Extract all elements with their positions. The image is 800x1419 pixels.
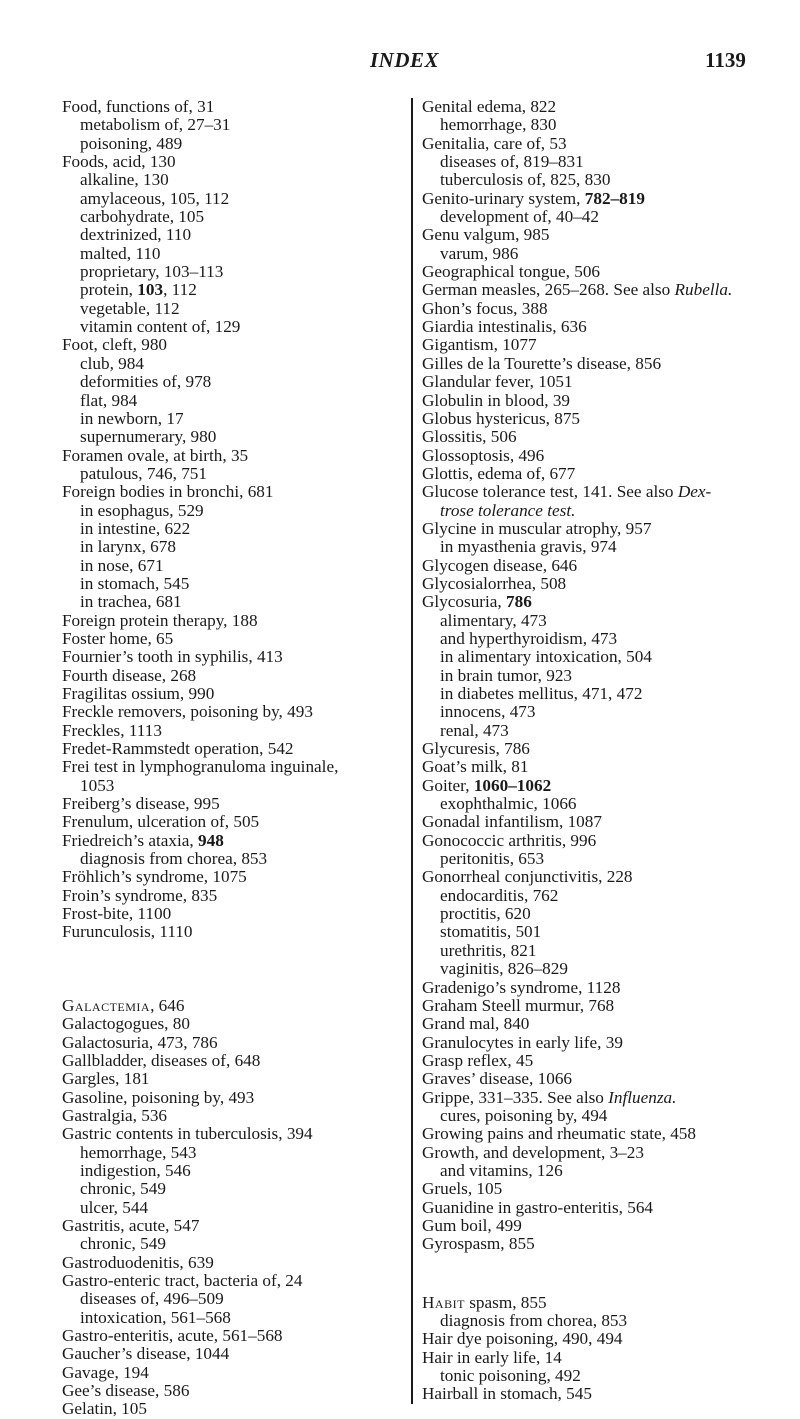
index-subentry	[62, 410, 407, 428]
index-subentry	[62, 850, 407, 868]
entry-text: Gilles de la Tourette’s disease, 856	[422, 353, 662, 373]
index-subentry	[422, 685, 777, 703]
index-subentry	[62, 392, 407, 410]
index-subentry	[422, 722, 777, 740]
index-subentry	[62, 281, 407, 299]
index-subentry	[62, 190, 407, 208]
entry-text: Freckle removers, poisoning by, 493	[62, 702, 313, 722]
entry-text: Grippe, 331–335. See also	[422, 1087, 609, 1107]
entry-text: diagnosis from chorea, 853	[80, 849, 268, 869]
index-entry	[62, 997, 407, 1015]
entry-text: Gaucher’s disease, 1044	[62, 1344, 230, 1364]
entry-text: peritonitis, 653	[440, 849, 545, 869]
cross-reference: trose tolerance test.	[440, 500, 576, 520]
entry-text: Gelatin, 105	[62, 1399, 147, 1419]
entry-text: ulcer, 544	[80, 1197, 149, 1217]
entry-text: intoxication, 561–568	[80, 1307, 231, 1327]
entry-text: German measles, 265–268. See also	[422, 280, 675, 300]
entry-text: Foreign bodies in bronchi, 681	[62, 482, 274, 502]
entry-text: Goat’s milk, 81	[422, 757, 529, 777]
index-entry	[422, 1144, 777, 1162]
index-entry	[422, 813, 777, 831]
entry-text: endocarditis, 762	[440, 885, 559, 905]
entry-text: in intestine, 622	[80, 518, 191, 538]
entry-text: Grand mal, 840	[422, 1014, 530, 1034]
index-subentry	[62, 593, 407, 611]
entry-text: and vitamins, 126	[440, 1160, 563, 1180]
bold-page-ref: 103	[137, 280, 164, 300]
entry-text: Foods, acid, 130	[62, 152, 176, 172]
index-subentry	[62, 1290, 407, 1308]
index-subentry	[62, 245, 407, 263]
entry-text: Grasp reflex, 45	[422, 1050, 534, 1070]
index-entry	[422, 1125, 777, 1143]
entry-text: Glandular fever, 1051	[422, 372, 573, 392]
entry-text: Fournier’s tooth in syphilis, 413	[62, 647, 283, 667]
entry-text: club, 984	[80, 353, 144, 373]
entry-text: vaginitis, 826–829	[440, 959, 568, 979]
index-entry	[422, 300, 777, 318]
entry-text: hemorrhage, 830	[440, 115, 557, 135]
index-entry	[422, 593, 777, 611]
entry-text: indigestion, 546	[80, 1160, 191, 1180]
entry-text: Galactogogues, 80	[62, 1014, 190, 1034]
index-entry	[62, 1272, 407, 1290]
index-entry	[62, 153, 407, 171]
index-subentry	[62, 373, 407, 391]
entry-text: 1053	[80, 775, 115, 795]
entry-text: exophthalmic, 1066	[440, 794, 577, 814]
index-entry	[62, 1382, 407, 1400]
entry-text: Frei test in lymphogranuloma inguinale,	[62, 757, 339, 777]
cross-reference: Rubella.	[674, 280, 733, 300]
index-entry	[422, 263, 777, 281]
index-subentry	[62, 1144, 407, 1162]
index-subentry	[422, 208, 777, 226]
index-entry	[62, 447, 407, 465]
index-entry	[422, 428, 777, 446]
index-entry	[62, 1125, 407, 1143]
entry-text: Glossitis, 506	[422, 427, 517, 447]
index-entry	[422, 447, 777, 465]
entry-text: Gonorrheal conjunctivitis, 228	[422, 867, 633, 887]
entry-text: Frost-bite, 1100	[62, 904, 172, 924]
index-subentry	[422, 153, 777, 171]
entry-text: Granulocytes in early life, 39	[422, 1032, 623, 1052]
entry-text: Gum boil, 499	[422, 1215, 522, 1235]
bold-page-ref: 948	[198, 830, 224, 850]
entry-text: diseases of, 496–509	[80, 1289, 224, 1309]
index-entry	[422, 832, 777, 850]
index-subentry	[62, 538, 407, 556]
index-entry	[62, 1254, 407, 1272]
section-break	[62, 942, 407, 997]
index-subentry	[62, 116, 407, 134]
entry-text: tonic poisoning, 492	[440, 1366, 581, 1386]
entry-text: Gavage, 194	[62, 1362, 149, 1382]
index-entry	[422, 281, 777, 299]
entry-text: hemorrhage, 543	[80, 1142, 197, 1162]
entry-text: Gyrospasm, 855	[422, 1234, 535, 1254]
index-subentry	[422, 612, 777, 630]
index-entry	[62, 483, 407, 501]
index-subentry	[422, 1162, 777, 1180]
entry-text: in esophagus, 529	[80, 500, 204, 520]
entry-text: Fredet-Rammstedt operation, 542	[62, 739, 294, 759]
index-subentry	[62, 1199, 407, 1217]
index-entry	[422, 557, 777, 575]
index-entry	[62, 722, 407, 740]
index-entry	[62, 685, 407, 703]
entry-text: in newborn, 17	[80, 408, 184, 428]
index-entry	[62, 1327, 407, 1345]
index-subentry	[62, 135, 407, 153]
index-entry	[422, 392, 777, 410]
entry-text: Glycosialorrhea, 508	[422, 573, 567, 593]
entry-text: Gargles, 181	[62, 1069, 150, 1089]
index-subentry	[62, 208, 407, 226]
entry-text: Globulin in blood, 39	[422, 390, 571, 410]
entry-text: patulous, 746, 751	[80, 463, 207, 483]
entry-text: dextrinized, 110	[80, 225, 192, 245]
index-entry	[62, 813, 407, 831]
entry-text: amylaceous, 105, 112	[80, 188, 230, 208]
index-entry	[62, 1217, 407, 1235]
entry-text: Giardia intestinalis, 636	[422, 317, 587, 337]
index-entry	[62, 795, 407, 813]
index-subentry	[62, 520, 407, 538]
index-entry	[62, 740, 407, 758]
index-subentry	[62, 226, 407, 244]
index-subentry	[422, 795, 777, 813]
index-entry	[62, 1400, 407, 1418]
entry-text: Gastro-enteritis, acute, 561–568	[62, 1326, 283, 1345]
entry-text: Gonadal infantilism, 1087	[422, 812, 602, 832]
index-subentry	[422, 116, 777, 134]
header-title: INDEX	[370, 48, 440, 72]
index-entry	[422, 758, 777, 776]
entry-text: in brain tumor, 923	[440, 665, 573, 685]
entry-text: Graves’ disease, 1066	[422, 1069, 573, 1089]
index-subentry	[62, 428, 407, 446]
entry-text: in nose, 671	[80, 555, 164, 575]
index-subentry	[62, 557, 407, 575]
index-entry	[422, 1235, 777, 1253]
index-entry	[422, 1199, 777, 1217]
entry-text: tuberculosis of, 825, 830	[440, 170, 611, 190]
index-entry	[422, 1015, 777, 1033]
entry-text: in larynx, 678	[80, 537, 176, 557]
index-entry	[422, 98, 777, 116]
entry-text: Genitalia, care of, 53	[422, 133, 567, 153]
index-subentry	[62, 1162, 407, 1180]
index-entry	[62, 1107, 407, 1125]
entry-text: Foreign protein therapy, 188	[62, 610, 258, 630]
entry-text: poisoning, 489	[80, 133, 183, 153]
index-subentry	[422, 703, 777, 721]
entry-text: Foster home, 65	[62, 628, 174, 648]
entry-text: Gastro-enteric tract, bacteria of, 24	[62, 1270, 303, 1290]
entry-text: Glycine in muscular atrophy, 957	[422, 518, 652, 538]
entry-text: Habit	[422, 1292, 465, 1312]
entry-text: diagnosis from chorea, 853	[440, 1311, 628, 1330]
index-entry	[62, 336, 407, 354]
entry-text: Glossoptosis, 496	[422, 445, 545, 465]
entry-text: in stomach, 545	[80, 573, 190, 593]
entry-text: proprietary, 103–113	[80, 262, 224, 282]
page-number: 1139	[705, 48, 746, 72]
entry-text: Glycosuria,	[422, 592, 507, 612]
entry-text: proctitis, 620	[440, 904, 531, 924]
index-entry	[62, 1034, 407, 1052]
index-column-right	[411, 98, 777, 1404]
index-entry	[62, 612, 407, 630]
index-entry	[62, 1089, 407, 1107]
entry-text: Gradenigo’s syndrome, 1128	[422, 977, 621, 997]
entry-text: Fröhlich’s syndrome, 1075	[62, 867, 247, 887]
index-entry	[62, 905, 407, 923]
entry-text: Gallbladder, diseases of, 648	[62, 1050, 261, 1070]
index-subentry	[422, 648, 777, 666]
index-subentry	[422, 1367, 777, 1385]
entry-text: in trachea, 681	[80, 592, 182, 612]
index-entry	[422, 520, 777, 538]
index-entry	[422, 226, 777, 244]
index-subentry	[422, 850, 777, 868]
entry-text: Hair in early life, 14	[422, 1347, 562, 1367]
entry-text: Foot, cleft, 980	[62, 335, 168, 355]
entry-text: Gastroduodenitis, 639	[62, 1252, 214, 1272]
index-entry	[422, 355, 777, 373]
entry-text: Friedreich’s ataxia,	[62, 830, 199, 850]
entry-text: Glottis, edema of, 677	[422, 463, 576, 483]
entry-text: Froin’s syndrome, 835	[62, 885, 218, 905]
index-entry	[422, 465, 777, 483]
entry-text: protein,	[80, 280, 138, 300]
entry-text: vitamin content of, 129	[80, 317, 241, 337]
index-entry	[422, 373, 777, 391]
index-subentry	[62, 502, 407, 520]
entry-text: Fourth disease, 268	[62, 665, 197, 685]
cross-reference: Dex-	[677, 482, 712, 502]
bold-page-ref: 786	[506, 592, 532, 612]
entry-text: alkaline, 130	[80, 170, 169, 190]
index-subentry	[422, 942, 777, 960]
entry-text: innocens, 473	[440, 702, 536, 722]
index-subentry	[422, 887, 777, 905]
index-entry	[422, 410, 777, 428]
entry-text: diseases of, 819–831	[440, 152, 584, 172]
entry-text: in myasthenia gravis, 974	[440, 537, 617, 557]
index-subentry	[62, 465, 407, 483]
index-entry	[62, 1070, 407, 1088]
entry-text: Fragilitas ossium, 990	[62, 684, 215, 703]
index-subentry	[422, 1312, 777, 1330]
index-entry	[422, 135, 777, 153]
index-subentry	[62, 1235, 407, 1253]
entry-text: Foramen ovale, at birth, 35	[62, 445, 249, 465]
entry-text: vegetable, 112	[80, 298, 180, 318]
entry-text: Frenulum, ulceration of, 505	[62, 812, 260, 832]
index-subentry	[422, 667, 777, 685]
index-entry	[422, 868, 777, 886]
entry-text: Gastric contents in tuberculosis, 394	[62, 1124, 313, 1144]
index-entry	[422, 1089, 777, 1107]
entry-text: Gee’s disease, 586	[62, 1381, 190, 1401]
entry-text: supernumerary, 980	[80, 427, 217, 447]
index-entry	[422, 1330, 777, 1348]
index-entry	[422, 1217, 777, 1235]
entry-text: Growing pains and rheumatic state, 458	[422, 1124, 696, 1144]
entry-text: Guanidine in gastro-enteritis, 564	[422, 1197, 654, 1217]
entry-text: Galactosuria, 473, 786	[62, 1032, 218, 1052]
entry-text: in alimentary intoxication, 504	[440, 647, 652, 667]
index-entry	[422, 483, 777, 501]
entry-text: Genito-urinary system,	[422, 188, 585, 208]
entry-text: Gasoline, poisoning by, 493	[62, 1087, 255, 1107]
entry-text: in diabetes mellitus, 471, 472	[440, 684, 643, 703]
entry-text: , 112	[163, 280, 197, 300]
entry-text: stomatitis, 501	[440, 922, 542, 942]
entry-text: renal, 473	[440, 720, 509, 740]
entry-text: Galactemia	[62, 995, 151, 1015]
entry-text: Globus hystericus, 875	[422, 408, 581, 428]
entry-text: Furunculosis, 1110	[62, 922, 193, 942]
running-header	[0, 48, 800, 78]
index-entry	[422, 1294, 777, 1312]
section-break	[422, 1254, 777, 1294]
index-subentry	[62, 1180, 407, 1198]
entry-text: Growth, and development, 3–23	[422, 1142, 644, 1162]
index-subentry	[62, 318, 407, 336]
entry-text: metabolism of, 27–31	[80, 115, 231, 135]
entry-text: urethritis, 821	[440, 940, 537, 960]
entry-text: spasm, 855	[464, 1292, 547, 1312]
index-entry	[422, 979, 777, 997]
index-entry	[422, 740, 777, 758]
index-entry	[62, 1364, 407, 1382]
entry-text: , 646	[150, 995, 185, 1015]
entry-text: and hyperthyroidism, 473	[440, 628, 618, 648]
entry-text: malted, 110	[80, 243, 161, 263]
entry-text: Gastralgia, 536	[62, 1105, 168, 1125]
bold-page-ref: 782–819	[584, 188, 645, 208]
index-entry	[422, 1070, 777, 1088]
index-entry	[422, 190, 777, 208]
entry-text: cures, poisoning by, 494	[440, 1105, 608, 1125]
index-entry	[62, 1052, 407, 1070]
index-entry	[422, 1052, 777, 1070]
index-subentry	[422, 960, 777, 978]
index-subentry	[422, 923, 777, 941]
index-subentry	[62, 263, 407, 281]
entry-text: Gastritis, acute, 547	[62, 1215, 200, 1235]
index-entry	[62, 758, 407, 776]
entry-text: Goiter,	[422, 775, 474, 795]
index-entry	[62, 1015, 407, 1033]
index-entry	[62, 703, 407, 721]
index-entry	[62, 630, 407, 648]
index-entry	[62, 887, 407, 905]
index-subentry	[62, 575, 407, 593]
entry-text: Ghon’s focus, 388	[422, 298, 548, 318]
entry-text: varum, 986	[440, 243, 519, 263]
entry-text: Glycogen disease, 646	[422, 555, 578, 575]
index-subentry	[62, 171, 407, 189]
index-entry	[422, 318, 777, 336]
index-column-left	[62, 98, 407, 1419]
index-entry	[422, 1385, 777, 1403]
entry-text: development of, 40–42	[440, 207, 599, 227]
entry-text: Hair dye poisoning, 490, 494	[422, 1329, 623, 1349]
index-entry	[422, 1034, 777, 1052]
index-subentry	[422, 538, 777, 556]
index-subentry	[422, 630, 777, 648]
index-subentry	[62, 1309, 407, 1327]
entry-text: Gigantism, 1077	[422, 335, 537, 355]
entry-text: Freckles, 1113	[62, 720, 162, 740]
index-entry	[422, 997, 777, 1015]
entry-text: Glycuresis, 786	[422, 739, 530, 759]
entry-text: Genu valgum, 985	[422, 225, 550, 245]
index-subentry	[62, 777, 407, 795]
index-entry	[422, 336, 777, 354]
index-entry	[422, 1180, 777, 1198]
index-subentry	[422, 502, 777, 520]
cross-reference: Influenza.	[608, 1087, 677, 1107]
bold-page-ref: 1060–1062	[473, 775, 552, 795]
entry-text: Food, functions of, 31	[62, 97, 215, 116]
entry-text: chronic, 549	[80, 1234, 166, 1254]
index-entry	[62, 648, 407, 666]
index-entry	[62, 1345, 407, 1363]
index-subentry	[62, 300, 407, 318]
index-subentry	[62, 355, 407, 373]
entry-text: Glucose tolerance test, 141. See also	[422, 482, 678, 502]
index-subentry	[422, 1107, 777, 1125]
index-entry	[62, 667, 407, 685]
index-subentry	[422, 245, 777, 263]
index-entry	[62, 98, 407, 116]
index-entry	[422, 777, 777, 795]
index-subentry	[422, 905, 777, 923]
index-entry	[422, 1349, 777, 1367]
index-entry	[62, 832, 407, 850]
index-entry	[62, 868, 407, 886]
entry-text: carbohydrate, 105	[80, 207, 205, 227]
entry-text: Gruels, 105	[422, 1179, 503, 1199]
entry-text: alimentary, 473	[440, 610, 547, 630]
index-entry	[62, 923, 407, 941]
entry-text: deformities of, 978	[80, 372, 212, 392]
entry-text: Gonococcic arthritis, 996	[422, 830, 597, 850]
entry-text: Genital edema, 822	[422, 97, 557, 116]
entry-text: chronic, 549	[80, 1179, 166, 1199]
index-entry	[422, 575, 777, 593]
index-subentry	[422, 171, 777, 189]
entry-text: Freiberg’s disease, 995	[62, 794, 220, 814]
entry-text: Hairball in stomach, 545	[422, 1384, 592, 1404]
entry-text: Geographical tongue, 506	[422, 262, 601, 282]
entry-text: Graham Steell murmur, 768	[422, 995, 615, 1015]
entry-text: flat, 984	[80, 390, 138, 410]
